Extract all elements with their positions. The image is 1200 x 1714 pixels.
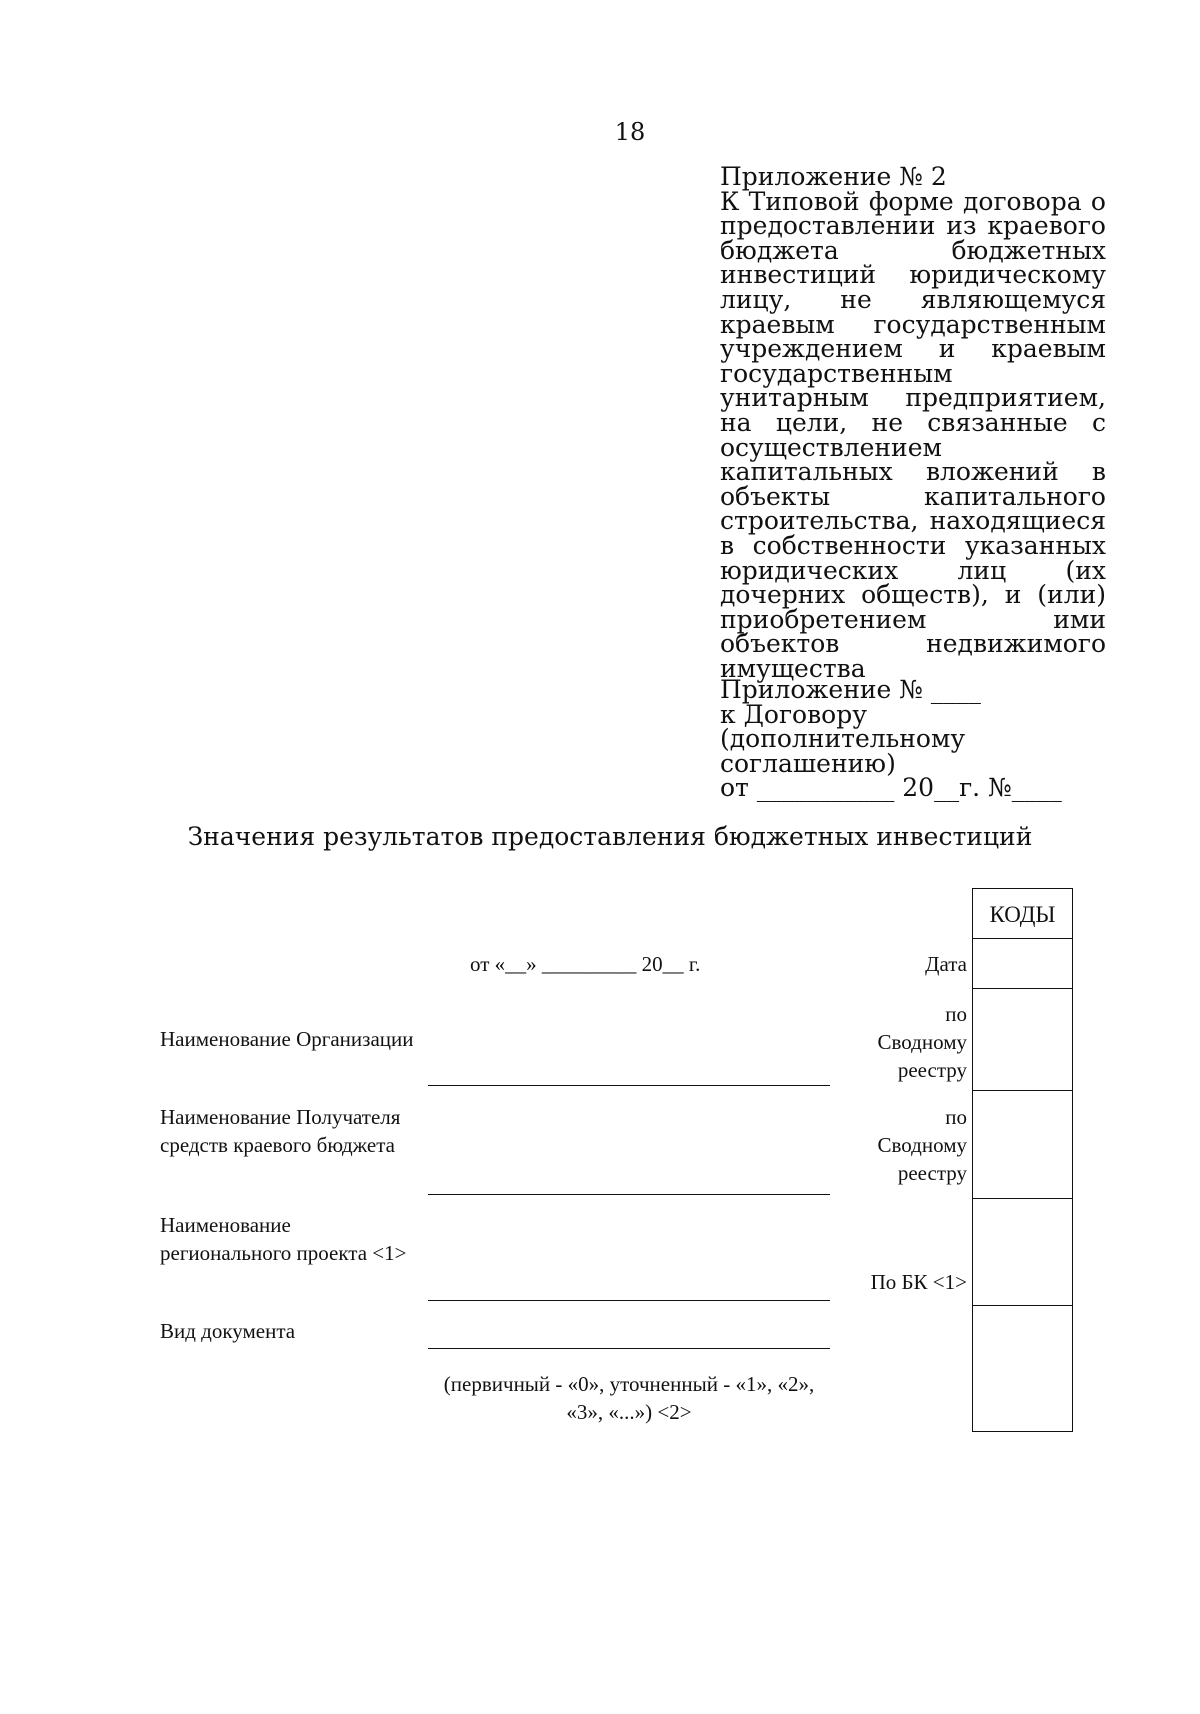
document-title: Значения результатов предоставления бюджетных инвестиций: [187, 822, 1033, 851]
annex-2-block: [720, 675, 1106, 803]
org-name-field[interactable]: [428, 1085, 830, 1086]
annex-1-block: [720, 162, 1106, 683]
annex-1-title: Приложение № 2: [720, 162, 947, 191]
annex-2-date-line: от ___________ 20__г. №____: [720, 773, 1062, 803]
annex-1-body: К Типовой форме договора о предоставлении из краевого бюджета бюджетных инвестиций юридическому лицу, не являющемуся краевым государственным учреждением и краевым государственным унитарным предприятием, на цели, не связанные с осуществлением капитальных вложений в объекты капитального строительства, находящиеся в собственности указанных юридических лиц (их дочерних обществ), и (или) приобретением ими объектов недвижимого имущества: [720, 186, 1106, 683]
org-name-label: Наименование Организации: [160, 1027, 414, 1051]
codes-table: [972, 888, 1073, 1432]
codes-divider: [972, 1090, 1073, 1091]
date-code-label: Дата: [925, 952, 967, 976]
document-type-hint: (первичный - «0», уточненный - «1», «2», «3», «...») <2>: [443, 1372, 815, 1424]
codes-header: КОДЫ: [989, 902, 1056, 927]
codes-divider: [972, 988, 1073, 989]
codes-divider: [972, 938, 1073, 939]
recipient-name-field[interactable]: [428, 1194, 830, 1195]
bk-code-label: По БК <1>: [870, 1270, 967, 1294]
recipient-name-label: Наименование Получателя средств краевого бюджета: [160, 1105, 401, 1157]
annex-2-text: к Договору (дополнительному соглашению): [720, 699, 966, 778]
regional-project-label: Наименование регионального проекта <1>: [160, 1213, 407, 1265]
document-type-label: Вид документа: [160, 1319, 296, 1343]
org-registry-code-label: по Сводному реестру: [877, 1002, 967, 1082]
recipient-registry-code-label: по Сводному реестру: [877, 1105, 967, 1185]
annex-2-title: Приложение № ____: [720, 675, 981, 704]
codes-divider: [972, 1198, 1073, 1199]
codes-divider: [972, 1305, 1073, 1306]
form-date-line: от «__» _________ 20__ г.: [470, 952, 701, 976]
page-number: 18: [614, 118, 646, 146]
document-type-field[interactable]: [428, 1348, 830, 1349]
regional-project-field[interactable]: [428, 1300, 830, 1301]
